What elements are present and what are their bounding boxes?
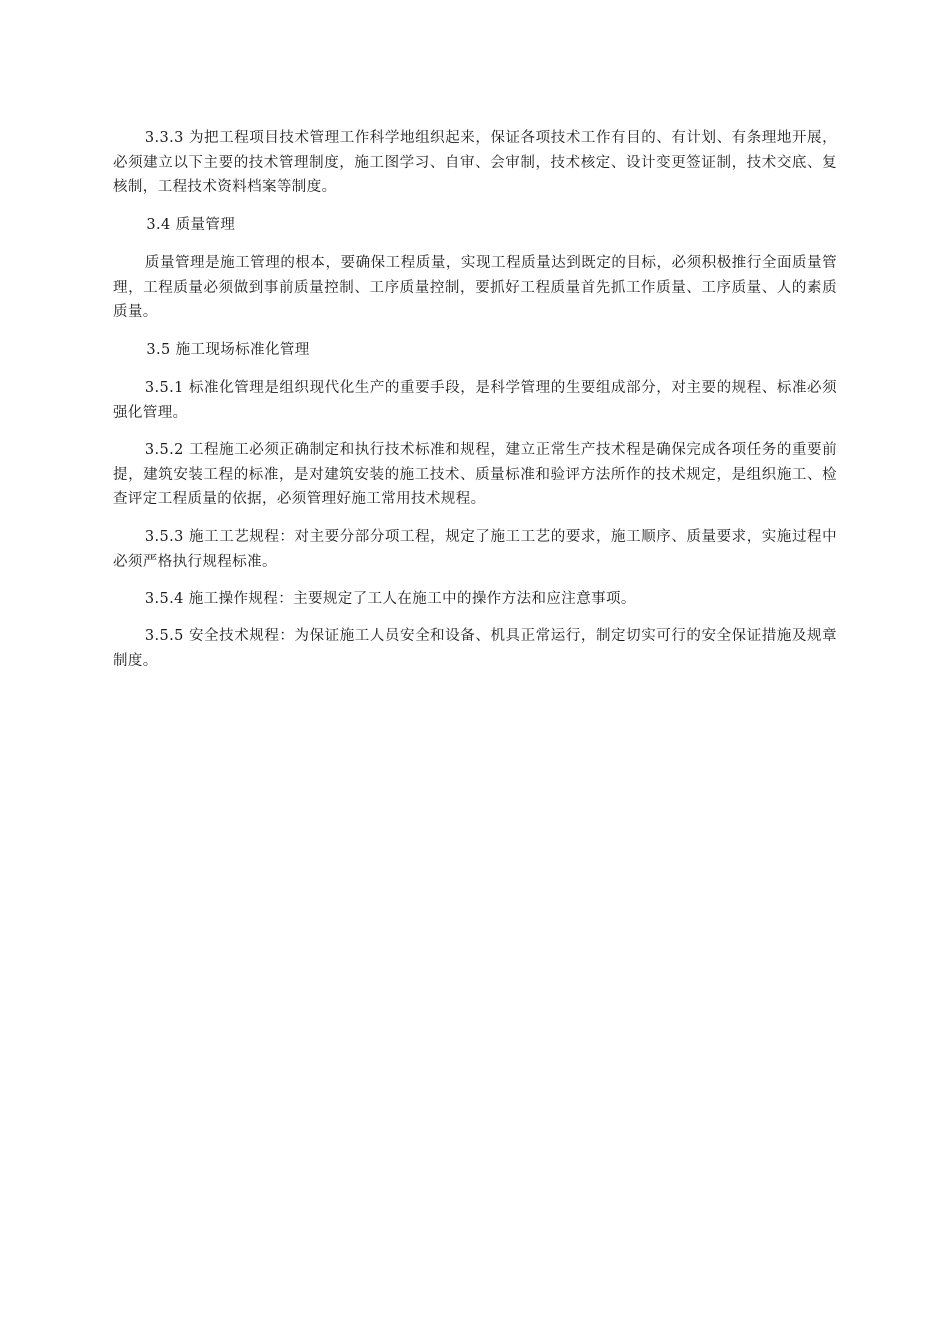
paragraph-3-5-3: 3.5.3 施工工艺规程：对主要分部分项工程，规定了施工工艺的要求，施工顺序、质量要求，实施过程中必须严格执行规程标准。 bbox=[113, 529, 837, 570]
paragraph-3-4: 质量管理是施工管理的根本，要确保工程质量，实现工程质量达到既定的目标，必须积极推行全面质量管理，工程质量必须做到事前质量控制、工序质量控制，要抓好工程质量首先抓工作质量、工序质量、人的素质质量。 bbox=[113, 255, 837, 320]
section-heading-3-5: 3.5 施工现场标准化管理 bbox=[146, 342, 310, 358]
paragraph-3-5-1: 3.5.1 标准化管理是组织现代化生产的重要手段，是科学管理的生要组成部分，对主要的规程、标准必须强化管理。 bbox=[113, 380, 837, 421]
paragraph-3-3-3: 3.3.3 为把工程项目技术管理工作科学地组织起来，保证各项技术工作有目的、有计划、有条理地开展，必须建立以下主要的技术管理制度，施工图学习、自审、会审制，技术核定、设计变更签证制，技术交底、复核制，工程技术资料档案等制度。 bbox=[113, 130, 837, 195]
paragraph-3-5-4: 3.5.4 施工操作规程：主要规定了工人在施工中的操作方法和应注意事项。 bbox=[144, 591, 636, 607]
section-heading-3-4: 3.4 质量管理 bbox=[146, 217, 236, 233]
paragraph-3-5-2: 3.5.2 工程施工必须正确制定和执行技术标准和规程，建立正常生产技术程是确保完成各项任务的重要前提，建筑安装工程的标准，是对建筑安装的施工技术、质量标准和验评方法所作的技术规定，是组织施工、检查评定工程质量的依据，必须管理好施工常用技术规程。 bbox=[113, 442, 837, 507]
paragraph-3-5-5: 3.5.5 安全技术规程：为保证施工人员安全和设备、机具正常运行，制定切实可行的安全保证措施及规章制度。 bbox=[113, 628, 837, 669]
